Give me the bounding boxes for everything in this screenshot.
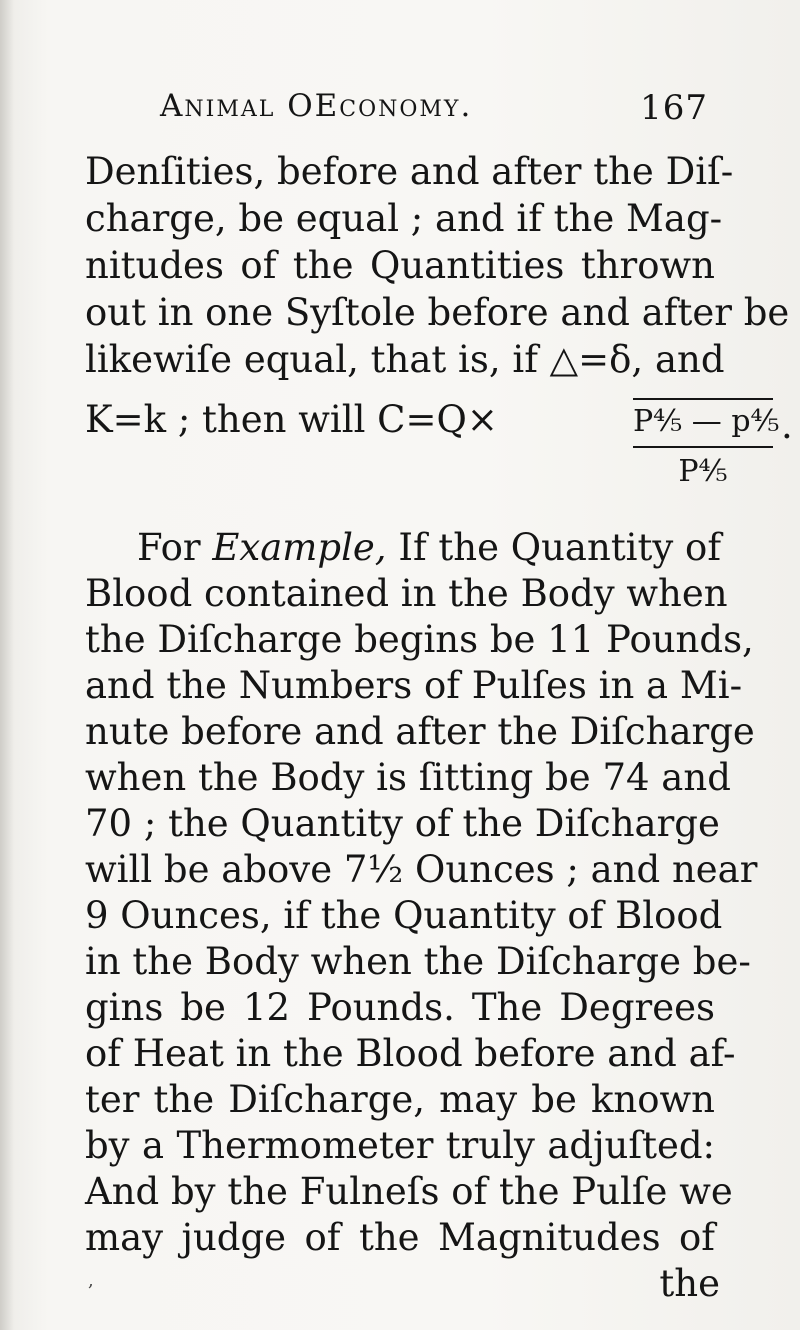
running-header [160, 88, 720, 138]
text-line: out in one Syſtole before and after be [85, 291, 790, 334]
text-line: of Heat in the Blood before and af- [85, 1032, 736, 1075]
text-line: may judge of the Magnitudes of [85, 1216, 715, 1259]
paragraph-first-line [137, 526, 722, 569]
text-line: 70 ; the Quantity of the Diſcharge [85, 802, 720, 845]
formula-end: . [781, 404, 793, 447]
formula-fraction [633, 398, 780, 489]
text-line: 9 Ounces, if the Quantity of Blood [85, 894, 723, 937]
example-word: Example, [212, 526, 387, 569]
formula-denominator: P⁴⁄₅ [678, 454, 728, 489]
text-line: ter the Diſcharge, may be known [85, 1078, 715, 1121]
running-title: Animal OEconomy. [160, 88, 473, 124]
text-line: likewiſe equal, that is, if △=δ, and [85, 338, 725, 381]
text-line: Blood contained in the Body when [85, 572, 728, 615]
margin-mark: , [88, 1270, 94, 1291]
formula-numerator: P⁴⁄₅ — p⁴⁄₅ [633, 398, 773, 448]
text-line: the Diſcharge begins be 11 Pounds, [85, 618, 754, 661]
formula-text: K=k ; then will C=Q× [85, 398, 498, 441]
page-number: 167 [640, 88, 708, 128]
text-line: nute before and after the Diſcharge [85, 710, 755, 753]
text-line: charge, be equal ; and if the Mag- [85, 197, 723, 240]
page-edge-shadow [0, 0, 14, 1330]
catchword: the [659, 1262, 720, 1305]
first-line-prefix: For [137, 526, 213, 569]
text-line: Denſities, before and after the Diſ- [85, 150, 734, 193]
text-line: gins be 12 Pounds. The Degrees [85, 986, 715, 1029]
first-line-suffix: If the Quantity of [386, 526, 722, 569]
text-line: will be above 7½ Ounces ; and near [85, 848, 758, 891]
formula [85, 398, 793, 498]
text-line: when the Body is ſitting be 74 and [85, 756, 731, 799]
text-line: And by the Fulneſs of the Pulſe we [85, 1170, 733, 1213]
text-line: and the Numbers of Pulſes in a Mi- [85, 664, 743, 707]
text-line: by a Thermometer truly adjuſted: [85, 1124, 715, 1167]
text-line: nitudes of the Quantities thrown [85, 244, 715, 287]
text-line: in the Body when the Diſcharge be- [85, 940, 751, 983]
